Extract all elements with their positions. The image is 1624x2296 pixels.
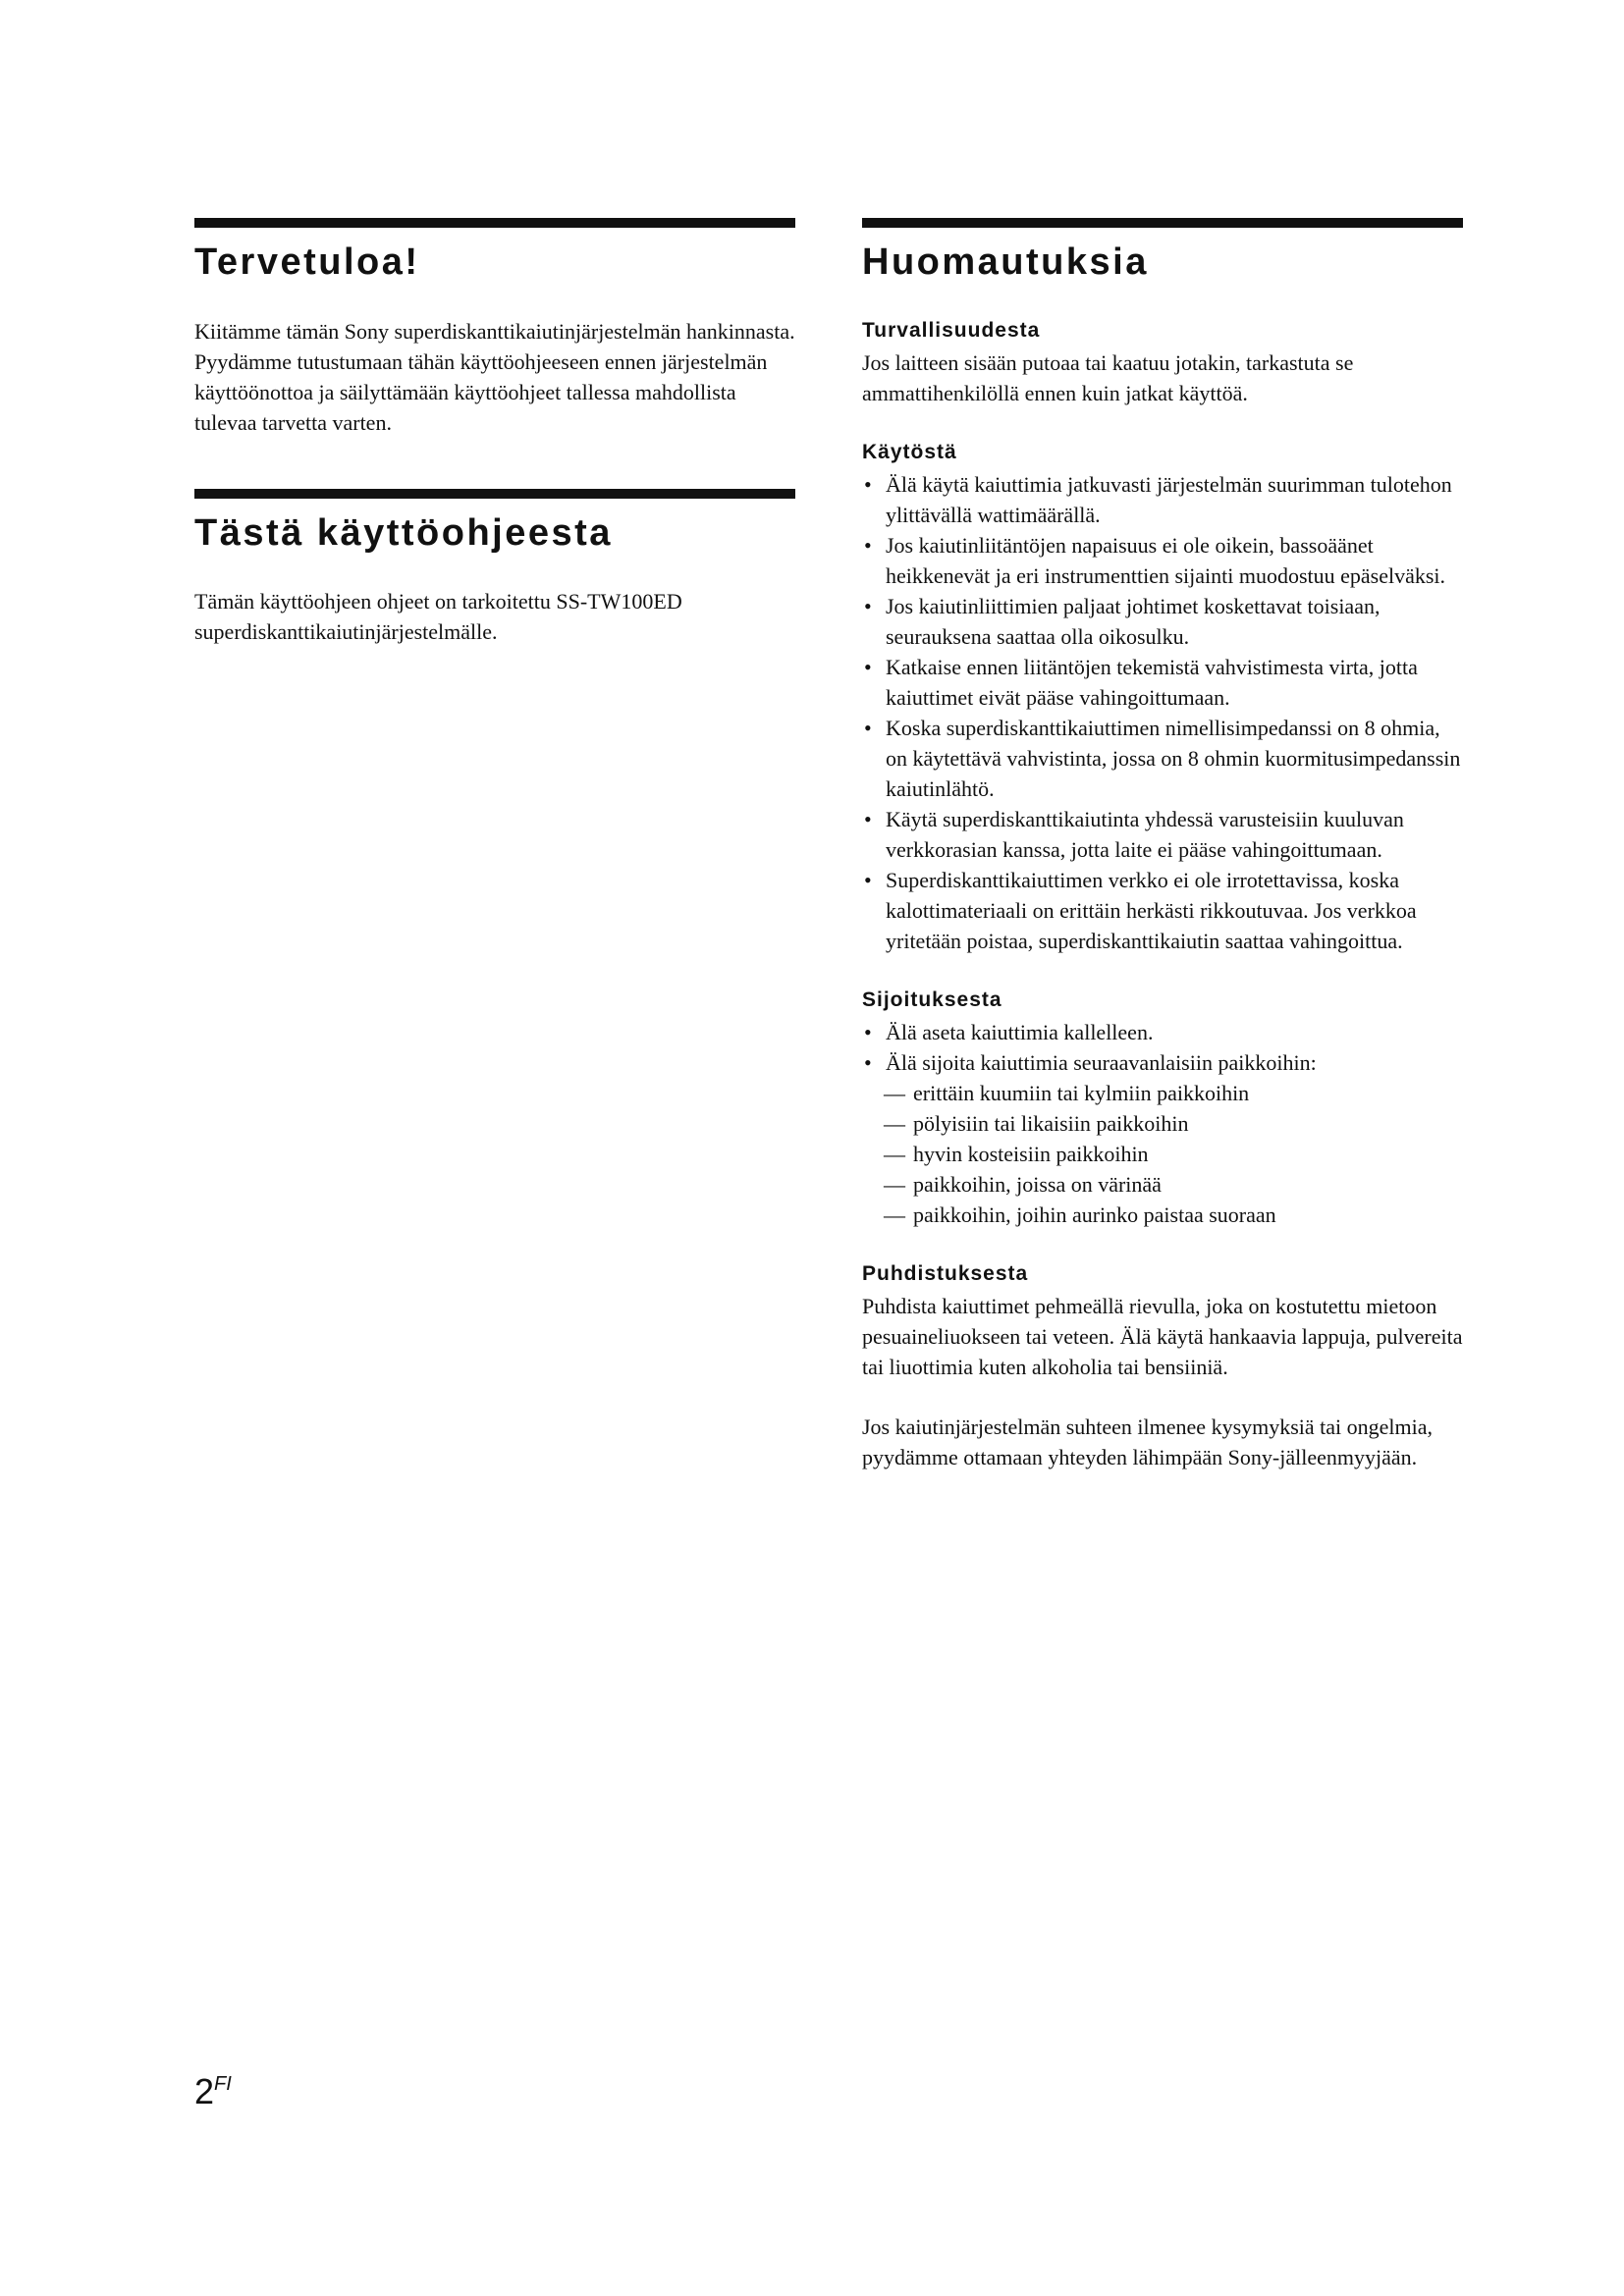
usage-heading: Käytöstä: [862, 440, 957, 463]
usage-list: [862, 469, 1463, 956]
safety-body: Jos laitteen sisään putoaa tai kaatuu jotakin, tarkastuta se ammattihenkilöllä ennen kuin jatkat käyttöä.: [862, 349, 1354, 405]
usage-block: [862, 438, 1463, 956]
section-rule: [194, 218, 795, 228]
bullet-icon: •: [864, 654, 872, 679]
list-item: — erittäin kuumiin tai kylmiin paikkoihin: [862, 1078, 1463, 1108]
section-rule: [194, 489, 795, 499]
bullet-icon: •: [864, 593, 872, 618]
list-item: • Älä aseta kaiuttimia kallelleen.: [862, 1017, 1463, 1047]
list-item: • Jos kaiutinliitäntöjen napaisuus ei ole oikein, bassoäänet heikkenevät ja eri instrumenttien sijainti muodostuu epäselväksi.: [862, 530, 1463, 591]
left-column: [194, 218, 795, 647]
about-manual-body: Tämän käyttöohjeen ohjeet on tarkoitettu SS-TW100ED superdiskanttikaiutinjärjestelmälle.: [194, 589, 682, 645]
list-item: — hyvin kosteisiin paikkoihin: [862, 1139, 1463, 1169]
right-column: [862, 218, 1463, 1502]
placement-heading: Sijoituksesta: [862, 988, 1002, 1011]
list-item: — paikkoihin, joihin aurinko paistaa suoraan: [862, 1200, 1463, 1230]
list-item: • Katkaise ennen liitäntöjen tekemistä vahvistimesta virta, jotta kaiuttimet eivät pääse vahingoittumaan.: [862, 652, 1463, 713]
about-manual-section: [194, 489, 795, 648]
about-manual-title: Tästä käyttöohjeesta: [194, 511, 613, 554]
cleaning-heading: Puhdistuksesta: [862, 1261, 1029, 1285]
contact-note: Jos kaiutinjärjestelmän suhteen ilmenee kysymyksiä tai ongelmia, pyydämme ottamaan yhteyden lähimpään Sony-jälleenmyyjään.: [862, 1414, 1434, 1469]
placement-list: [862, 1017, 1463, 1078]
cleaning-body: Puhdista kaiuttimet pehmeällä rievulla, joka on kostutettu mietoon pesuaineliuokseen tai veteen. Älä käytä hankaavia lappuja, pulvereita tai liuottimia kuten alkoholia tai bensiiniä.: [862, 1293, 1463, 1379]
section-rule: [862, 218, 1463, 228]
placement-block: [862, 986, 1463, 1230]
list-item: • Koska superdiskanttikaiuttimen nimellisimpedanssi on 8 ohmia, on käytettävä vahvistinta, jossa on 8 ohmin kuormitusimpedanssin kaiutinlähtö.: [862, 713, 1463, 804]
welcome-section: [194, 218, 795, 438]
placement-sublist: [862, 1078, 1463, 1230]
list-item: — pölyisiin tai likaisiin paikkoihin: [862, 1108, 1463, 1139]
bullet-icon: •: [864, 1049, 872, 1075]
list-item: • Älä sijoita kaiuttimia seuraavanlaisiin paikkoihin:: [862, 1047, 1463, 1078]
welcome-title: Tervetuloa!: [194, 241, 420, 283]
page-number: $2^{FI}$: [194, 2071, 232, 2111]
dash-icon: —: [884, 1110, 905, 1136]
bullet-icon: •: [864, 867, 872, 892]
bullet-icon: •: [864, 806, 872, 831]
notes-title: Huomautuksia: [862, 241, 1149, 283]
language-code: FI: [214, 2073, 232, 2095]
bullet-icon: •: [864, 471, 872, 497]
list-item: • Jos kaiutinliittimien paljaat johtimet koskettavat toisiaan, seurauksena saattaa olla oikosulku.: [862, 591, 1463, 652]
list-item: — paikkoihin, joissa on värinää: [862, 1169, 1463, 1200]
dash-icon: —: [884, 1171, 905, 1197]
list-item: • Superdiskanttikaiuttimen verkko ei ole irrotettavissa, koska kalottimateriaali on erittäin herkästi rikkoutuvaa. Jos verkkoa yritetään poistaa, superdiskanttikaiutin saattaa vahingoittua.: [862, 865, 1463, 956]
dash-icon: —: [884, 1141, 905, 1166]
safety-heading: Turvallisuudesta: [862, 318, 1041, 342]
dash-icon: —: [884, 1080, 905, 1105]
welcome-body: Kiitämme tämän Sony superdiskanttikaiutinjärjestelmän hankinnasta. Pyydämme tutustumaan tähän käyttöohjeeseen ennen järjestelmän käyttöönottoa ja säilyttämään käyttöohjeet tallessa mahdollista tulevaa tarvetta varten.: [194, 318, 795, 435]
dash-icon: —: [884, 1201, 905, 1227]
list-item: • Käytä superdiskanttikaiutinta yhdessä varusteisiin kuuluvan verkkorasian kanssa, jotta laite ei pääse vahingoittumaan.: [862, 804, 1463, 865]
cleaning-block: [862, 1259, 1463, 1472]
safety-block: [862, 316, 1463, 408]
list-item: • Älä käytä kaiuttimia jatkuvasti järjestelmän suurimman tulotehon ylittävällä wattimäärällä.: [862, 469, 1463, 530]
bullet-icon: •: [864, 1019, 872, 1044]
bullet-icon: •: [864, 715, 872, 740]
bullet-icon: •: [864, 532, 872, 558]
